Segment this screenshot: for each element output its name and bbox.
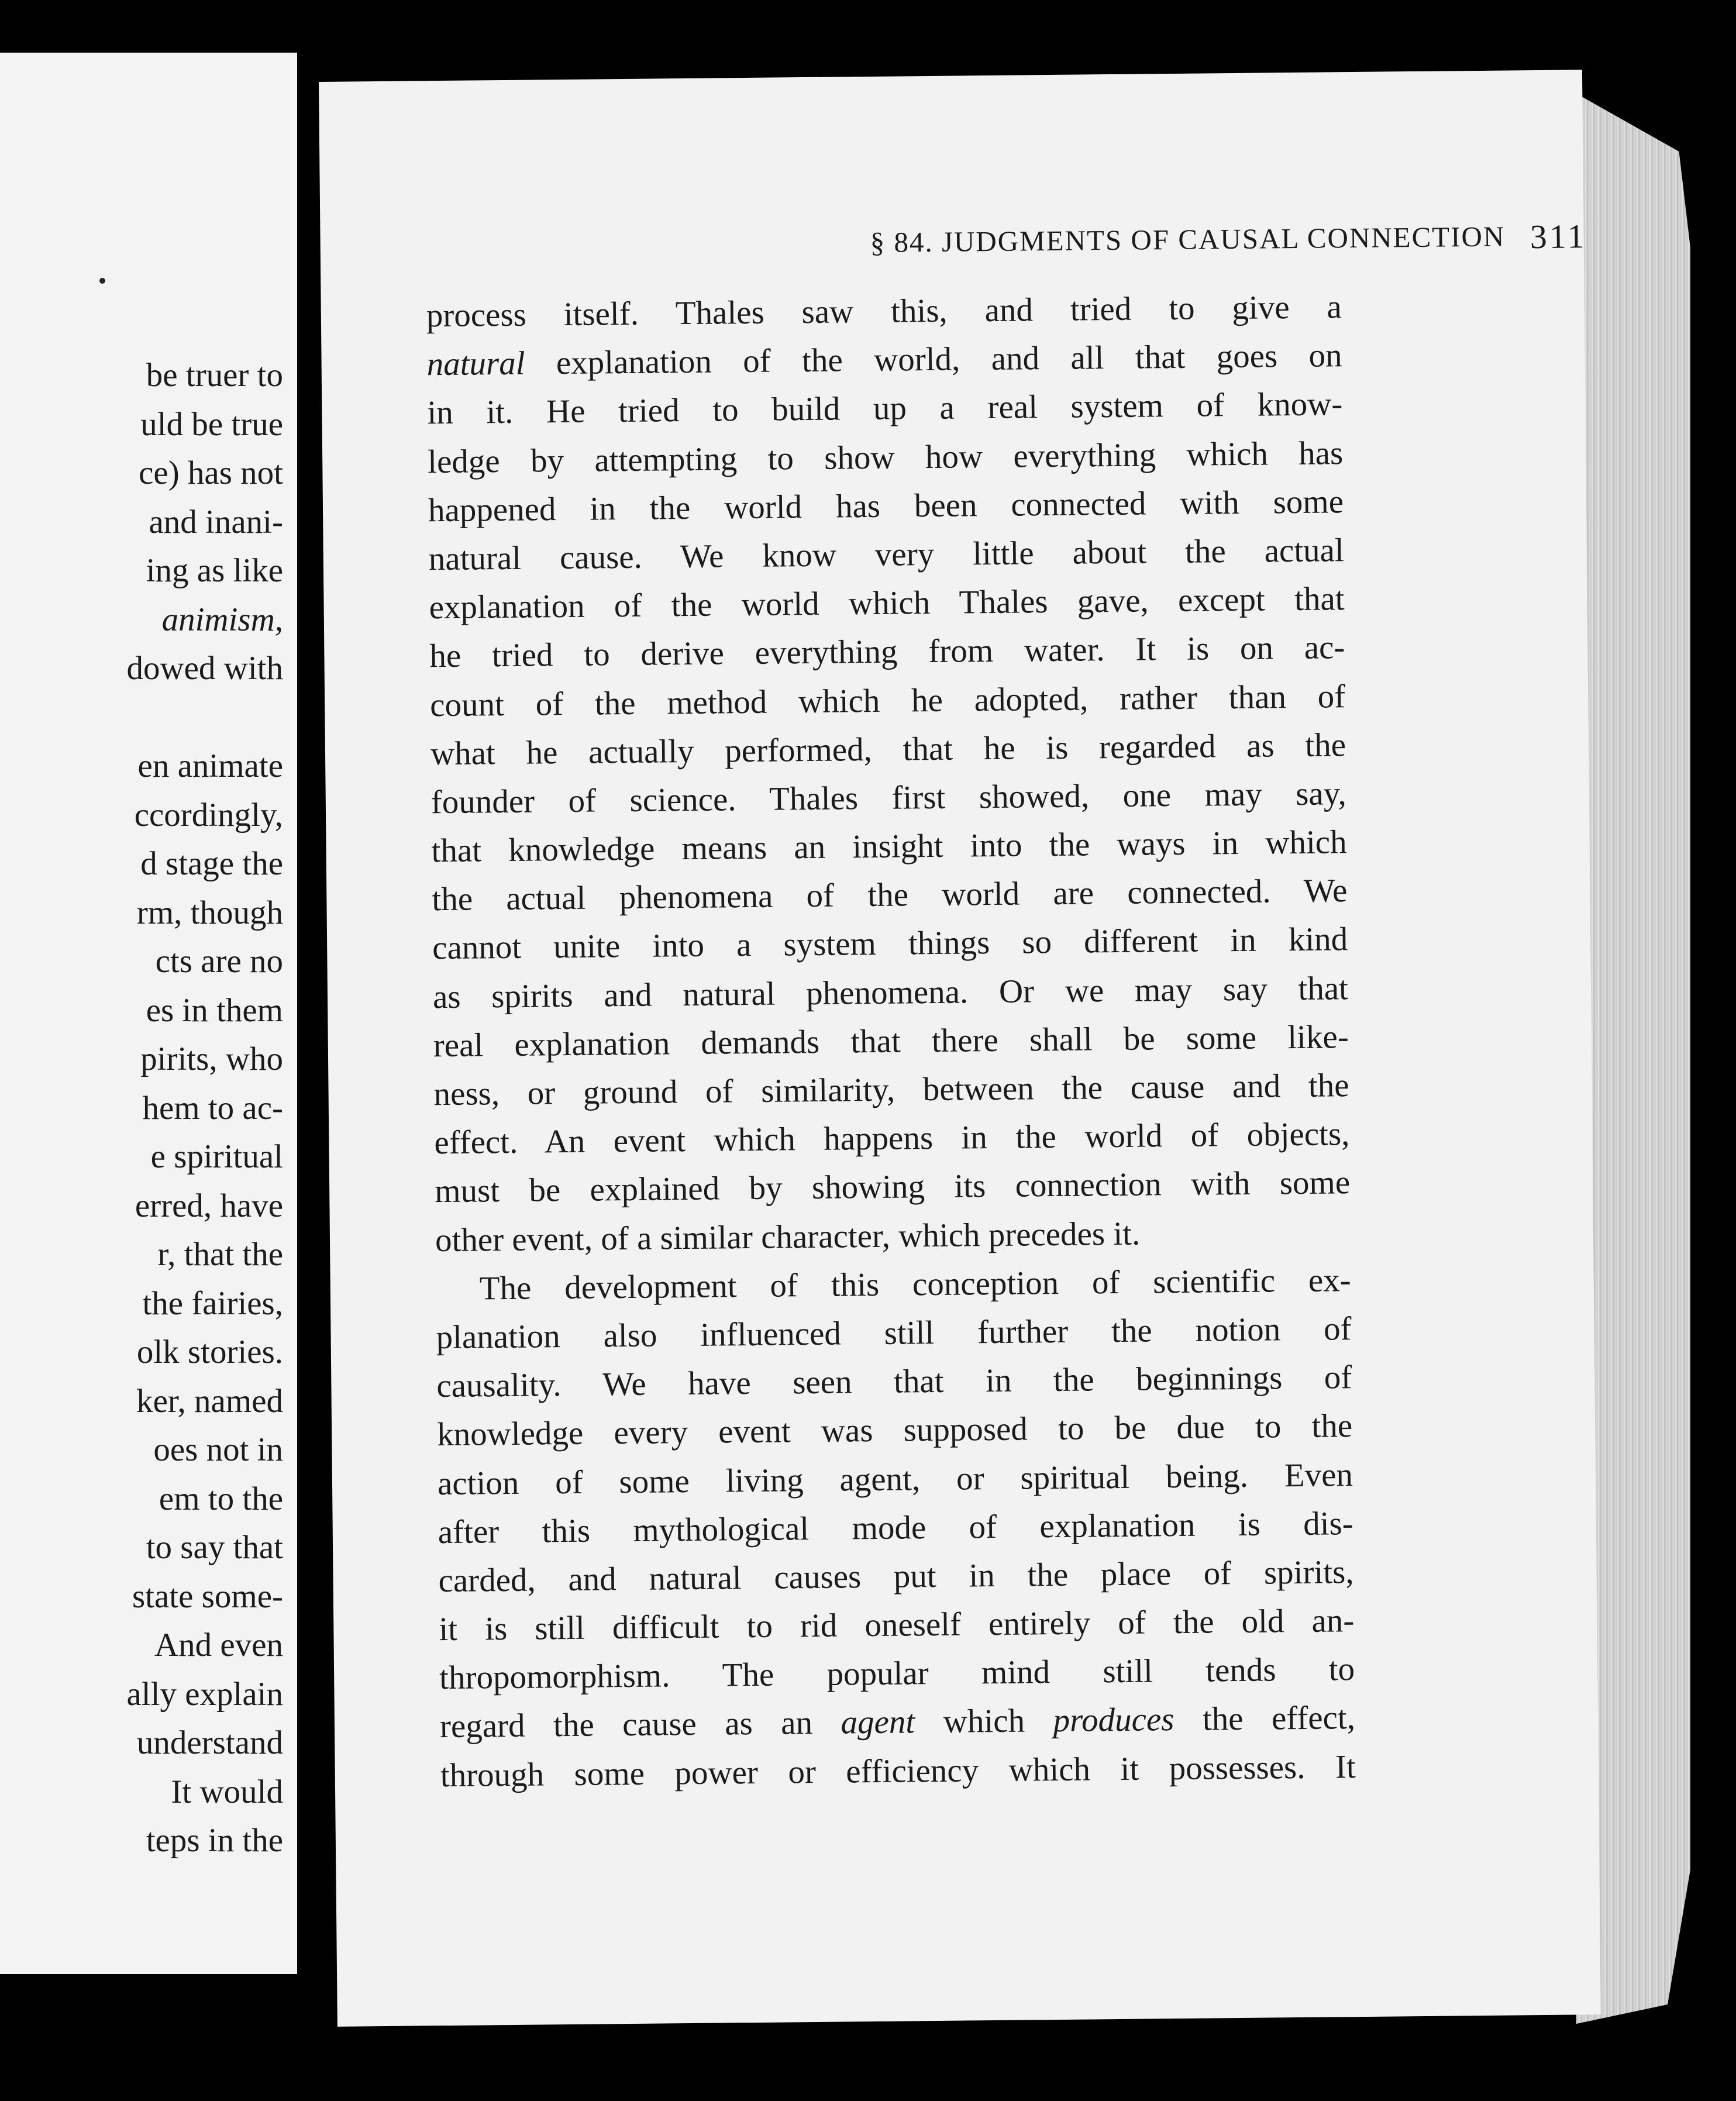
text-line: founder of science. Thales first showed, one may say,: [430, 775, 1347, 821]
text-line: rm, though: [136, 894, 283, 931]
right-page: [319, 70, 1601, 2027]
italic-word: produces: [1053, 1701, 1174, 1740]
text-line: e spiritual: [150, 1138, 283, 1175]
page-number: 311: [1530, 217, 1587, 256]
text-line: must be explained by showing its connection with some: [434, 1164, 1351, 1210]
text-line: process itself. Thales saw this, and tried to give a: [426, 288, 1342, 335]
text-line: action of some living agent, or spiritual being. Even: [437, 1456, 1353, 1502]
text-line: ally explain: [126, 1675, 283, 1713]
text-line: natural cause. We know very little about the actual: [428, 532, 1345, 578]
text-line: ness, or ground of similarity, between the cause and the: [433, 1067, 1349, 1113]
text-run: regard the cause as an: [439, 1704, 813, 1745]
text-line: as spirits and natural phenomena. Or we may say that: [432, 969, 1349, 1015]
text-line: en animate: [137, 748, 283, 784]
text-line: es in them: [146, 991, 283, 1029]
text-line: thropomorphism. The popular mind still tends to: [439, 1651, 1355, 1697]
text-line: ce) has not: [139, 454, 283, 491]
text-line: [440, 1694, 1356, 1751]
text-line: olk stories.: [136, 1334, 283, 1370]
text-line: and inani-: [149, 503, 283, 540]
text-line: state some-: [132, 1578, 283, 1615]
text-line: he tried to derive everything from water. It is on ac-: [429, 629, 1345, 675]
body-text: [426, 283, 1356, 1800]
text-line: that knowledge means an insight into the ways in which: [431, 824, 1347, 870]
text-line: in it. He tried to build up a real system of know-: [427, 385, 1343, 432]
text-line: explanation of the world which Thales gave, except that: [429, 580, 1345, 626]
ink-speck: [99, 278, 105, 284]
text-line: through some power or efficiency which it possesses. It: [440, 1748, 1356, 1794]
text-line: causality. We have seen that in the beginnings of: [436, 1359, 1352, 1405]
text-run: explanation of the world, and all that goes on: [556, 337, 1342, 382]
text-line: The development of this conception of scientific ex-: [479, 1261, 1352, 1307]
text-line: pirits, who: [140, 1041, 283, 1077]
italic-word: animism,: [161, 601, 283, 638]
text-line: d stage the: [140, 845, 283, 882]
text-line: to say that: [146, 1529, 283, 1566]
text-line: ker, named: [136, 1382, 283, 1420]
text-line: count of the method which he adopted, rather than of: [429, 677, 1346, 724]
text-line: the fairies,: [142, 1284, 283, 1322]
text-line: cannot unite into a system things so different in kind: [432, 921, 1348, 967]
text-line: knowledge every event was supposed to be due to the: [436, 1407, 1353, 1454]
text-line: after this mythological mode of explanation is dis-: [438, 1504, 1354, 1551]
text-line: hem to ac-: [142, 1089, 283, 1127]
text-line: cts are no: [155, 943, 283, 980]
italic-word: natural: [426, 345, 525, 383]
text-line: it is still difficult to rid oneself entirely of the old an-: [439, 1602, 1355, 1648]
text-line: [426, 331, 1342, 388]
text-line: oes not in: [153, 1431, 283, 1468]
running-head: [551, 219, 1587, 275]
text-line: uld be true: [140, 405, 283, 443]
left-page: [0, 53, 297, 1974]
text-run: the effect,: [1202, 1699, 1356, 1738]
text-line: r, that the: [157, 1236, 283, 1273]
text-line: other event, of a similar character, which precedes it.: [435, 1215, 1141, 1259]
text-line: understand: [136, 1724, 283, 1761]
text-line: ing as like: [146, 552, 283, 589]
text-line: planation also influenced still further the notion of: [436, 1310, 1352, 1356]
text-line: carded, and natural causes put in the place of spirits,: [438, 1554, 1354, 1600]
text-line: em to the: [159, 1480, 283, 1517]
running-title: § 84. JUDGMENTS OF CAUSAL CONNECTION: [870, 220, 1506, 259]
text-line: It would: [171, 1773, 283, 1810]
text-line: erred, have: [135, 1187, 283, 1224]
text-line: [126, 595, 283, 645]
text-line: happened in the world has been connected with some: [428, 483, 1344, 529]
book-gutter: [303, 53, 312, 1977]
text-line: effect. An event which happens in the world of objects,: [434, 1115, 1350, 1162]
text-line: dowed with: [126, 650, 283, 687]
left-page-text: [126, 351, 283, 1865]
text-line: ccordingly,: [134, 796, 283, 833]
text-line: the actual phenomena of the world are connected. We: [432, 872, 1348, 918]
text-line: what he actually performed, that he is regarded as the: [430, 726, 1346, 772]
text-line: And even: [154, 1627, 283, 1663]
text-line: real explanation demands that there shall be some like-: [433, 1018, 1349, 1065]
text-run: which: [943, 1702, 1025, 1741]
italic-word: agent: [841, 1703, 915, 1741]
text-line: teps in the: [146, 1822, 283, 1859]
text-line: be truer to: [146, 357, 283, 394]
text-line: ledge by attempting to show how everything which has: [427, 434, 1344, 480]
